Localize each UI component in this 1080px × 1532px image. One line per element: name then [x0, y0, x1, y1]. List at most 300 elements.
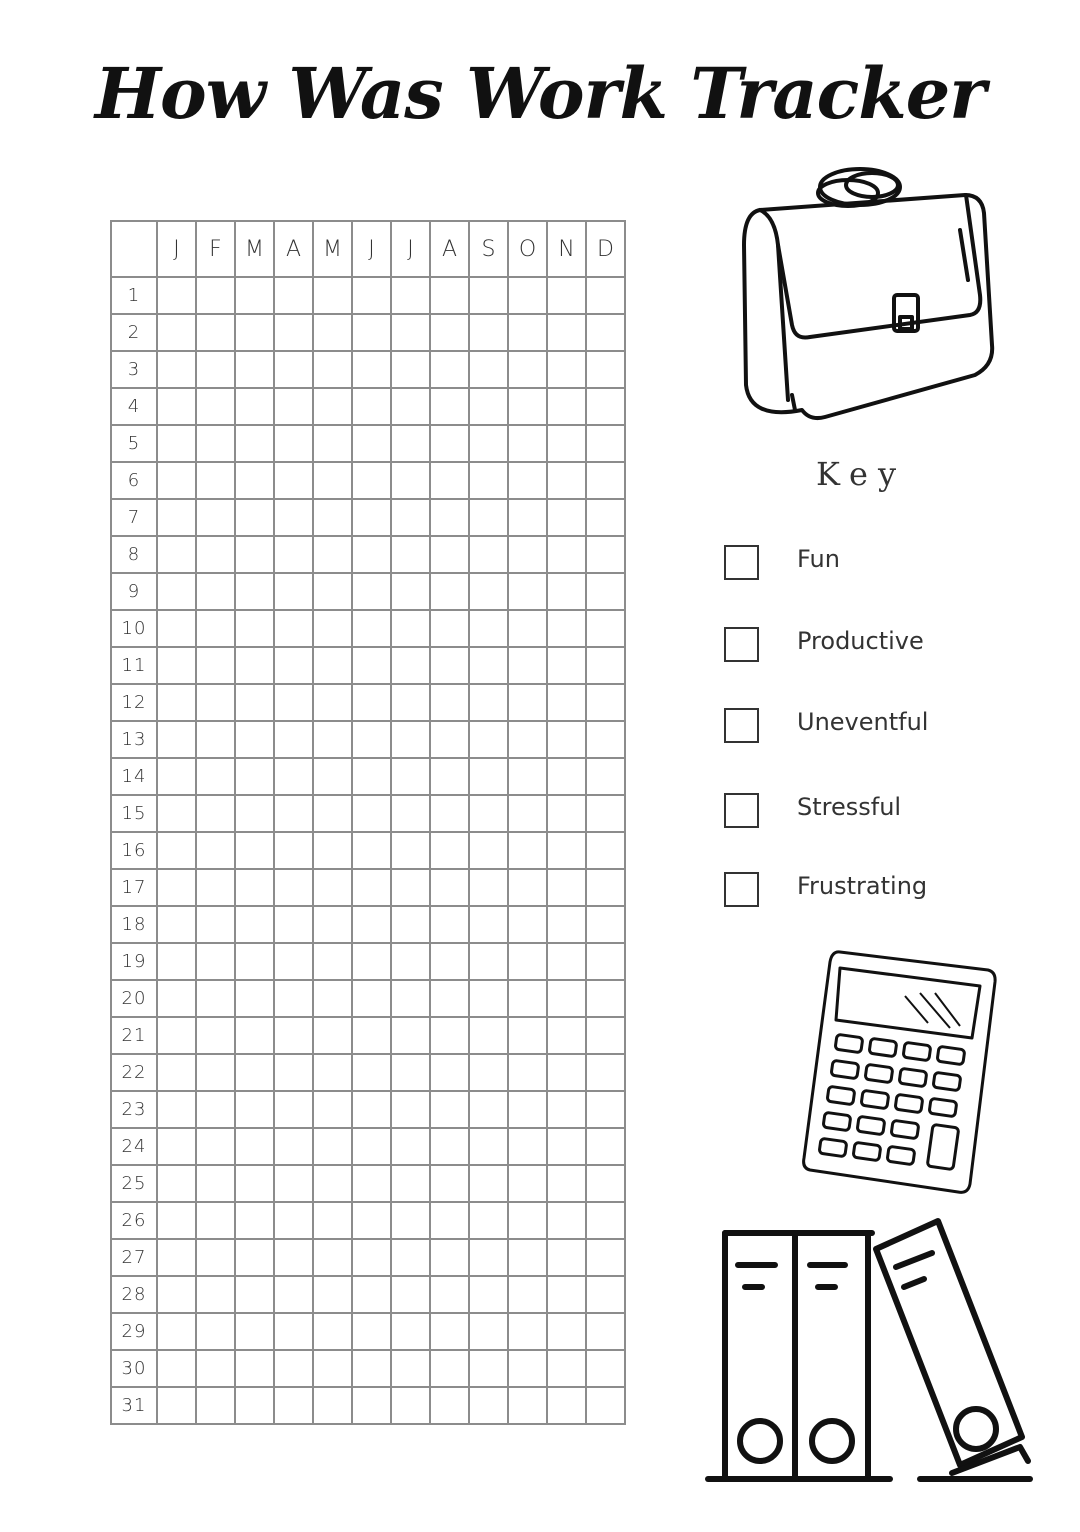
tracker-cell[interactable] [196, 1202, 235, 1239]
tracker-cell[interactable] [235, 314, 274, 351]
tracker-cell[interactable] [313, 721, 352, 758]
tracker-cell[interactable] [469, 980, 508, 1017]
tracker-cell[interactable] [196, 573, 235, 610]
tracker-cell[interactable] [352, 684, 391, 721]
tracker-cell[interactable] [196, 1165, 235, 1202]
tracker-cell[interactable] [352, 758, 391, 795]
tracker-cell[interactable] [274, 684, 313, 721]
tracker-cell[interactable] [391, 1165, 430, 1202]
tracker-cell[interactable] [235, 1239, 274, 1276]
tracker-cell[interactable] [313, 425, 352, 462]
tracker-cell[interactable] [313, 388, 352, 425]
tracker-cell[interactable] [352, 1091, 391, 1128]
tracker-cell[interactable] [469, 1387, 508, 1424]
tracker-cell[interactable] [547, 1350, 586, 1387]
tracker-cell[interactable] [274, 721, 313, 758]
tracker-cell[interactable] [391, 758, 430, 795]
tracker-cell[interactable] [391, 795, 430, 832]
tracker-cell[interactable] [547, 536, 586, 573]
tracker-cell[interactable] [157, 943, 196, 980]
tracker-cell[interactable] [352, 832, 391, 869]
tracker-cell[interactable] [586, 943, 625, 980]
tracker-cell[interactable] [469, 1165, 508, 1202]
tracker-cell[interactable] [586, 869, 625, 906]
tracker-cell[interactable] [469, 758, 508, 795]
tracker-cell[interactable] [430, 573, 469, 610]
tracker-cell[interactable] [313, 1239, 352, 1276]
tracker-cell[interactable] [157, 906, 196, 943]
tracker-cell[interactable] [430, 869, 469, 906]
tracker-cell[interactable] [196, 1313, 235, 1350]
tracker-cell[interactable] [235, 1017, 274, 1054]
tracker-cell[interactable] [586, 462, 625, 499]
tracker-cell[interactable] [313, 277, 352, 314]
tracker-cell[interactable] [508, 536, 547, 573]
tracker-cell[interactable] [157, 462, 196, 499]
tracker-cell[interactable] [469, 1313, 508, 1350]
tracker-cell[interactable] [196, 351, 235, 388]
tracker-cell[interactable] [469, 388, 508, 425]
tracker-cell[interactable] [157, 1017, 196, 1054]
tracker-cell[interactable] [430, 1091, 469, 1128]
tracker-cell[interactable] [352, 1165, 391, 1202]
tracker-cell[interactable] [352, 462, 391, 499]
tracker-cell[interactable] [391, 388, 430, 425]
tracker-cell[interactable] [469, 1239, 508, 1276]
tracker-cell[interactable] [274, 1313, 313, 1350]
tracker-cell[interactable] [508, 647, 547, 684]
tracker-cell[interactable] [469, 684, 508, 721]
tracker-cell[interactable] [157, 536, 196, 573]
tracker-cell[interactable] [430, 1017, 469, 1054]
tracker-cell[interactable] [235, 1165, 274, 1202]
tracker-cell[interactable] [196, 647, 235, 684]
tracker-cell[interactable] [430, 906, 469, 943]
tracker-cell[interactable] [508, 832, 547, 869]
tracker-cell[interactable] [157, 1350, 196, 1387]
tracker-cell[interactable] [547, 758, 586, 795]
tracker-cell[interactable] [430, 277, 469, 314]
tracker-cell[interactable] [274, 869, 313, 906]
tracker-cell[interactable] [235, 980, 274, 1017]
tracker-cell[interactable] [508, 684, 547, 721]
key-checkbox[interactable] [724, 545, 759, 580]
tracker-cell[interactable] [196, 536, 235, 573]
tracker-cell[interactable] [196, 1276, 235, 1313]
tracker-cell[interactable] [313, 758, 352, 795]
tracker-cell[interactable] [547, 1017, 586, 1054]
tracker-cell[interactable] [313, 1387, 352, 1424]
tracker-cell[interactable] [313, 1276, 352, 1313]
tracker-cell[interactable] [274, 795, 313, 832]
tracker-cell[interactable] [274, 1387, 313, 1424]
tracker-cell[interactable] [430, 795, 469, 832]
tracker-cell[interactable] [430, 980, 469, 1017]
tracker-cell[interactable] [508, 721, 547, 758]
tracker-cell[interactable] [469, 721, 508, 758]
tracker-cell[interactable] [274, 758, 313, 795]
tracker-cell[interactable] [274, 462, 313, 499]
tracker-cell[interactable] [586, 906, 625, 943]
tracker-cell[interactable] [391, 573, 430, 610]
tracker-cell[interactable] [352, 573, 391, 610]
tracker-cell[interactable] [391, 943, 430, 980]
tracker-cell[interactable] [313, 869, 352, 906]
tracker-cell[interactable] [508, 462, 547, 499]
tracker-cell[interactable] [547, 906, 586, 943]
tracker-cell[interactable] [391, 1017, 430, 1054]
tracker-cell[interactable] [352, 351, 391, 388]
tracker-cell[interactable] [196, 1054, 235, 1091]
tracker-cell[interactable] [391, 277, 430, 314]
tracker-cell[interactable] [235, 943, 274, 980]
tracker-cell[interactable] [352, 1239, 391, 1276]
tracker-cell[interactable] [469, 869, 508, 906]
tracker-cell[interactable] [547, 573, 586, 610]
tracker-cell[interactable] [235, 388, 274, 425]
tracker-cell[interactable] [313, 943, 352, 980]
tracker-cell[interactable] [196, 1350, 235, 1387]
tracker-cell[interactable] [313, 351, 352, 388]
tracker-cell[interactable] [196, 1387, 235, 1424]
tracker-cell[interactable] [586, 314, 625, 351]
tracker-cell[interactable] [157, 1276, 196, 1313]
tracker-cell[interactable] [313, 684, 352, 721]
tracker-cell[interactable] [391, 980, 430, 1017]
tracker-cell[interactable] [196, 721, 235, 758]
tracker-cell[interactable] [547, 388, 586, 425]
tracker-cell[interactable] [352, 1202, 391, 1239]
tracker-cell[interactable] [157, 832, 196, 869]
tracker-cell[interactable] [157, 388, 196, 425]
tracker-cell[interactable] [547, 1165, 586, 1202]
tracker-cell[interactable] [274, 943, 313, 980]
tracker-cell[interactable] [547, 1091, 586, 1128]
tracker-cell[interactable] [391, 536, 430, 573]
tracker-cell[interactable] [547, 277, 586, 314]
tracker-cell[interactable] [352, 1128, 391, 1165]
tracker-cell[interactable] [274, 425, 313, 462]
tracker-cell[interactable] [586, 832, 625, 869]
tracker-cell[interactable] [469, 1054, 508, 1091]
tracker-cell[interactable] [430, 610, 469, 647]
tracker-cell[interactable] [391, 1128, 430, 1165]
tracker-cell[interactable] [235, 832, 274, 869]
tracker-cell[interactable] [508, 795, 547, 832]
tracker-cell[interactable] [313, 832, 352, 869]
tracker-cell[interactable] [469, 573, 508, 610]
tracker-cell[interactable] [274, 980, 313, 1017]
tracker-cell[interactable] [586, 647, 625, 684]
tracker-cell[interactable] [547, 980, 586, 1017]
tracker-cell[interactable] [547, 610, 586, 647]
tracker-cell[interactable] [547, 721, 586, 758]
key-checkbox[interactable] [724, 793, 759, 828]
tracker-cell[interactable] [196, 906, 235, 943]
tracker-cell[interactable] [352, 1313, 391, 1350]
tracker-cell[interactable] [235, 536, 274, 573]
tracker-cell[interactable] [391, 1091, 430, 1128]
tracker-cell[interactable] [391, 314, 430, 351]
tracker-cell[interactable] [586, 277, 625, 314]
tracker-cell[interactable] [430, 1202, 469, 1239]
tracker-cell[interactable] [469, 536, 508, 573]
tracker-cell[interactable] [391, 1276, 430, 1313]
tracker-cell[interactable] [313, 795, 352, 832]
tracker-cell[interactable] [196, 610, 235, 647]
tracker-cell[interactable] [508, 388, 547, 425]
tracker-cell[interactable] [313, 1091, 352, 1128]
tracker-cell[interactable] [508, 1387, 547, 1424]
tracker-cell[interactable] [157, 1165, 196, 1202]
tracker-cell[interactable] [508, 980, 547, 1017]
tracker-cell[interactable] [586, 1276, 625, 1313]
tracker-cell[interactable] [274, 1165, 313, 1202]
tracker-cell[interactable] [586, 1350, 625, 1387]
tracker-cell[interactable] [586, 1054, 625, 1091]
tracker-cell[interactable] [586, 721, 625, 758]
tracker-cell[interactable] [196, 1091, 235, 1128]
tracker-cell[interactable] [508, 425, 547, 462]
tracker-cell[interactable] [508, 1128, 547, 1165]
tracker-cell[interactable] [430, 1387, 469, 1424]
tracker-cell[interactable] [235, 721, 274, 758]
tracker-cell[interactable] [274, 832, 313, 869]
tracker-cell[interactable] [391, 351, 430, 388]
tracker-cell[interactable] [508, 943, 547, 980]
tracker-cell[interactable] [469, 314, 508, 351]
tracker-cell[interactable] [157, 869, 196, 906]
tracker-cell[interactable] [235, 795, 274, 832]
tracker-cell[interactable] [547, 499, 586, 536]
tracker-cell[interactable] [469, 1128, 508, 1165]
tracker-cell[interactable] [313, 536, 352, 573]
tracker-cell[interactable] [235, 277, 274, 314]
tracker-cell[interactable] [352, 610, 391, 647]
tracker-cell[interactable] [313, 1313, 352, 1350]
tracker-cell[interactable] [508, 1350, 547, 1387]
tracker-cell[interactable] [469, 943, 508, 980]
tracker-cell[interactable] [547, 943, 586, 980]
tracker-cell[interactable] [235, 1128, 274, 1165]
tracker-cell[interactable] [157, 1128, 196, 1165]
tracker-cell[interactable] [235, 1350, 274, 1387]
tracker-cell[interactable] [196, 1017, 235, 1054]
tracker-cell[interactable] [313, 980, 352, 1017]
tracker-cell[interactable] [196, 1239, 235, 1276]
tracker-cell[interactable] [196, 314, 235, 351]
tracker-cell[interactable] [235, 684, 274, 721]
key-checkbox[interactable] [724, 627, 759, 662]
tracker-cell[interactable] [235, 499, 274, 536]
tracker-cell[interactable] [469, 610, 508, 647]
tracker-cell[interactable] [469, 1350, 508, 1387]
tracker-cell[interactable] [547, 1054, 586, 1091]
tracker-cell[interactable] [274, 277, 313, 314]
tracker-cell[interactable] [430, 721, 469, 758]
tracker-cell[interactable] [196, 425, 235, 462]
tracker-cell[interactable] [430, 1128, 469, 1165]
tracker-cell[interactable] [274, 314, 313, 351]
tracker-cell[interactable] [157, 499, 196, 536]
tracker-cell[interactable] [430, 647, 469, 684]
tracker-cell[interactable] [586, 573, 625, 610]
tracker-cell[interactable] [235, 610, 274, 647]
tracker-cell[interactable] [508, 758, 547, 795]
tracker-cell[interactable] [469, 499, 508, 536]
tracker-cell[interactable] [157, 314, 196, 351]
tracker-cell[interactable] [313, 1017, 352, 1054]
tracker-cell[interactable] [274, 1276, 313, 1313]
tracker-cell[interactable] [196, 277, 235, 314]
tracker-cell[interactable] [430, 1239, 469, 1276]
tracker-cell[interactable] [586, 536, 625, 573]
tracker-cell[interactable] [352, 536, 391, 573]
tracker-cell[interactable] [586, 425, 625, 462]
tracker-cell[interactable] [469, 1091, 508, 1128]
tracker-cell[interactable] [430, 499, 469, 536]
tracker-cell[interactable] [313, 462, 352, 499]
tracker-cell[interactable] [430, 1313, 469, 1350]
tracker-cell[interactable] [235, 351, 274, 388]
tracker-cell[interactable] [391, 462, 430, 499]
tracker-cell[interactable] [430, 684, 469, 721]
tracker-cell[interactable] [157, 573, 196, 610]
tracker-cell[interactable] [313, 499, 352, 536]
tracker-cell[interactable] [391, 1239, 430, 1276]
tracker-cell[interactable] [508, 906, 547, 943]
tracker-cell[interactable] [586, 1202, 625, 1239]
tracker-cell[interactable] [547, 1202, 586, 1239]
tracker-cell[interactable] [313, 1165, 352, 1202]
tracker-cell[interactable] [313, 906, 352, 943]
tracker-cell[interactable] [508, 1054, 547, 1091]
tracker-cell[interactable] [586, 351, 625, 388]
tracker-cell[interactable] [274, 1350, 313, 1387]
tracker-cell[interactable] [274, 1054, 313, 1091]
tracker-cell[interactable] [235, 1054, 274, 1091]
tracker-cell[interactable] [391, 1350, 430, 1387]
tracker-cell[interactable] [547, 314, 586, 351]
tracker-cell[interactable] [586, 1017, 625, 1054]
tracker-cell[interactable] [508, 573, 547, 610]
tracker-cell[interactable] [352, 795, 391, 832]
tracker-cell[interactable] [586, 610, 625, 647]
tracker-cell[interactable] [157, 351, 196, 388]
tracker-cell[interactable] [196, 462, 235, 499]
tracker-cell[interactable] [235, 1276, 274, 1313]
tracker-cell[interactable] [157, 647, 196, 684]
tracker-cell[interactable] [430, 1350, 469, 1387]
tracker-cell[interactable] [547, 832, 586, 869]
tracker-cell[interactable] [547, 351, 586, 388]
tracker-cell[interactable] [469, 795, 508, 832]
tracker-cell[interactable] [274, 1017, 313, 1054]
tracker-cell[interactable] [586, 1387, 625, 1424]
tracker-cell[interactable] [430, 1054, 469, 1091]
tracker-cell[interactable] [430, 314, 469, 351]
tracker-cell[interactable] [430, 943, 469, 980]
tracker-cell[interactable] [274, 1128, 313, 1165]
tracker-cell[interactable] [430, 388, 469, 425]
tracker-cell[interactable] [196, 832, 235, 869]
tracker-cell[interactable] [508, 1276, 547, 1313]
tracker-cell[interactable] [352, 943, 391, 980]
tracker-cell[interactable] [469, 351, 508, 388]
tracker-cell[interactable] [352, 499, 391, 536]
tracker-cell[interactable] [196, 1128, 235, 1165]
tracker-cell[interactable] [235, 1202, 274, 1239]
tracker-cell[interactable] [157, 980, 196, 1017]
tracker-cell[interactable] [547, 1313, 586, 1350]
tracker-cell[interactable] [547, 1128, 586, 1165]
tracker-cell[interactable] [586, 1313, 625, 1350]
tracker-cell[interactable] [391, 1202, 430, 1239]
tracker-cell[interactable] [547, 647, 586, 684]
tracker-cell[interactable] [430, 832, 469, 869]
tracker-cell[interactable] [352, 647, 391, 684]
key-checkbox[interactable] [724, 708, 759, 743]
tracker-cell[interactable] [274, 610, 313, 647]
tracker-cell[interactable] [508, 1017, 547, 1054]
tracker-cell[interactable] [157, 1202, 196, 1239]
tracker-cell[interactable] [508, 499, 547, 536]
tracker-cell[interactable] [391, 869, 430, 906]
tracker-cell[interactable] [352, 1017, 391, 1054]
tracker-cell[interactable] [235, 1387, 274, 1424]
tracker-cell[interactable] [196, 499, 235, 536]
tracker-cell[interactable] [313, 610, 352, 647]
tracker-cell[interactable] [157, 1313, 196, 1350]
tracker-cell[interactable] [352, 869, 391, 906]
tracker-cell[interactable] [430, 1165, 469, 1202]
tracker-cell[interactable] [586, 1165, 625, 1202]
tracker-cell[interactable] [274, 536, 313, 573]
tracker-cell[interactable] [469, 425, 508, 462]
tracker-cell[interactable] [547, 425, 586, 462]
tracker-cell[interactable] [469, 647, 508, 684]
tracker-cell[interactable] [547, 684, 586, 721]
tracker-cell[interactable] [352, 425, 391, 462]
tracker-cell[interactable] [547, 1239, 586, 1276]
tracker-cell[interactable] [235, 573, 274, 610]
tracker-cell[interactable] [157, 684, 196, 721]
tracker-cell[interactable] [508, 1313, 547, 1350]
tracker-cell[interactable] [469, 1202, 508, 1239]
tracker-cell[interactable] [469, 906, 508, 943]
tracker-cell[interactable] [391, 721, 430, 758]
tracker-cell[interactable] [469, 832, 508, 869]
tracker-cell[interactable] [469, 1017, 508, 1054]
tracker-cell[interactable] [235, 906, 274, 943]
tracker-cell[interactable] [313, 647, 352, 684]
tracker-cell[interactable] [157, 1387, 196, 1424]
tracker-cell[interactable] [352, 1054, 391, 1091]
tracker-cell[interactable] [313, 573, 352, 610]
tracker-cell[interactable] [235, 462, 274, 499]
tracker-cell[interactable] [235, 1313, 274, 1350]
tracker-cell[interactable] [352, 1276, 391, 1313]
tracker-cell[interactable] [274, 1239, 313, 1276]
tracker-cell[interactable] [352, 1350, 391, 1387]
tracker-cell[interactable] [157, 795, 196, 832]
tracker-cell[interactable] [508, 1202, 547, 1239]
tracker-cell[interactable] [469, 277, 508, 314]
tracker-cell[interactable] [586, 1239, 625, 1276]
tracker-cell[interactable] [430, 425, 469, 462]
tracker-cell[interactable] [508, 351, 547, 388]
tracker-cell[interactable] [235, 425, 274, 462]
